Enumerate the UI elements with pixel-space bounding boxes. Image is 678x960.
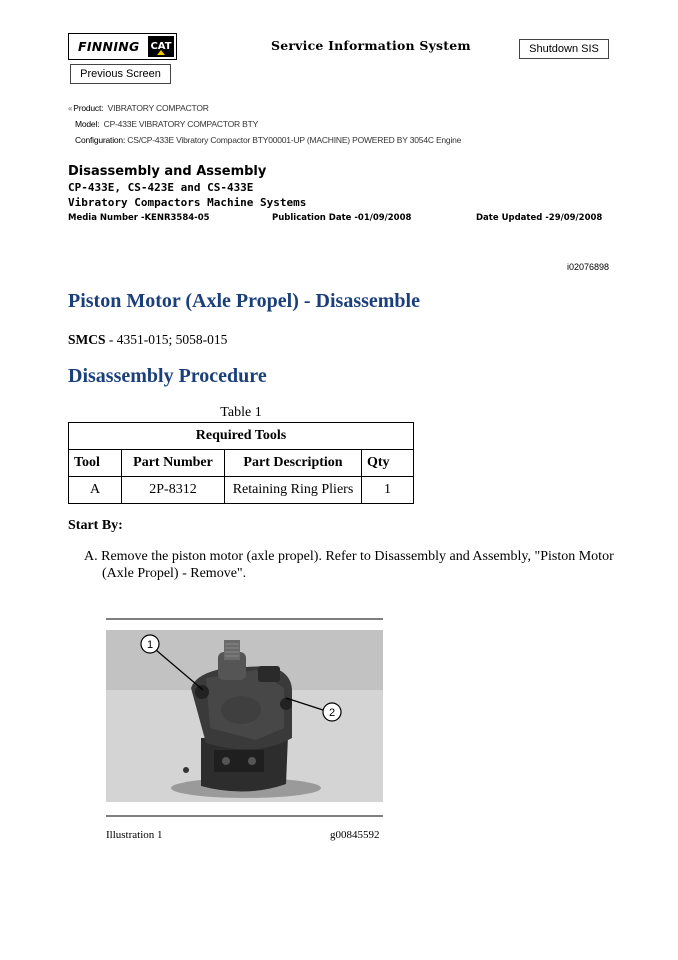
- smcs-codes: [68, 332, 227, 348]
- table-title: Required Tools: [69, 423, 414, 450]
- page-heading: Piston Motor (Axle Propel) - Disassemble: [68, 290, 420, 312]
- column-header-tool: Tool: [69, 450, 122, 477]
- callout-2-label: 2: [328, 707, 336, 719]
- model-label: Model:: [75, 119, 100, 129]
- model-line: [75, 119, 258, 129]
- shutdown-sis-button[interactable]: Shutdown SIS: [519, 39, 609, 59]
- procedure-heading: Disassembly Procedure: [68, 365, 267, 387]
- required-tools-table: [68, 422, 414, 504]
- cell-qty: 1: [362, 477, 414, 504]
- previous-screen-button[interactable]: Previous Screen: [70, 64, 171, 84]
- column-header-qty: Qty: [362, 450, 414, 477]
- document-title: Disassembly and Assembly: [68, 164, 267, 179]
- product-value: VIBRATORY COMPACTOR: [107, 103, 209, 113]
- document-id: i02076898: [566, 262, 609, 272]
- smcs-value: - 4351-015; 5058-015: [105, 332, 228, 347]
- system-title: Service Information System: [271, 38, 471, 53]
- configuration-label: Configuration:: [75, 135, 126, 145]
- date-updated: Date Updated -29/09/2008: [476, 213, 603, 223]
- logo-text: FINNING: [78, 39, 140, 54]
- cat-badge: CAT: [148, 36, 174, 57]
- illustration-caption: Illustration 1: [106, 829, 163, 841]
- column-header-part-number: Part Number: [122, 450, 225, 477]
- piston-motor-illustration: [106, 618, 383, 818]
- start-by-step: A. Remove the piston motor (axle propel). Refer to Disassembly and Assembly, "Piston Motor (Axle Propel) - Remove".: [84, 549, 614, 581]
- document-systems: Vibratory Compactors Machine Systems: [68, 196, 307, 209]
- table-row: [69, 477, 414, 504]
- product-line: [68, 103, 209, 113]
- configuration-value: CS/CP-433E Vibratory Compactor BTY00001-UP (MACHINE) POWERED BY 3054C Engine: [127, 135, 462, 145]
- cell-part-description: Retaining Ring Pliers: [225, 477, 362, 504]
- media-number: Media Number -KENR3584-05: [68, 213, 210, 223]
- callout-1-label: 1: [146, 639, 154, 651]
- product-label: Product:: [73, 103, 104, 113]
- column-header-part-description: Part Description: [225, 450, 362, 477]
- smcs-label: SMCS: [68, 332, 106, 347]
- finning-cat-logo: [68, 33, 177, 60]
- model-value: CP-433E VIBRATORY COMPACTOR BTY: [103, 119, 259, 129]
- expand-arrow-icon[interactable]: «: [68, 104, 73, 113]
- table-caption: Table 1: [220, 405, 262, 420]
- publication-date: Publication Date -01/09/2008: [272, 213, 412, 223]
- cell-tool: A: [69, 477, 122, 504]
- illustration-graphic-id: g00845592: [330, 829, 380, 841]
- document-models: CP-433E, CS-423E and CS-433E: [68, 181, 254, 194]
- configuration-line: [75, 135, 461, 145]
- start-by-label: Start By:: [68, 518, 123, 533]
- cell-part-number: 2P-8312: [122, 477, 225, 504]
